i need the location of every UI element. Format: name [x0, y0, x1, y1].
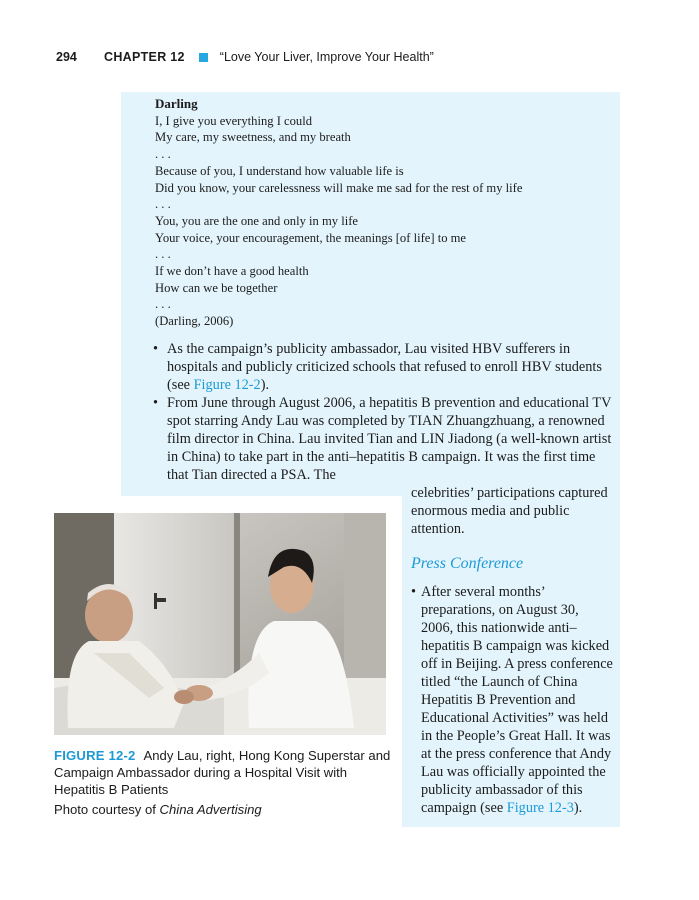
- poem-line: Did you know, your carelessness will make me sad for the rest of my life: [155, 180, 523, 195]
- bullet-text-end: ).: [260, 377, 270, 393]
- poem-line: Your voice, your encouragement, the meanings [of life] to me: [155, 230, 467, 245]
- poem-line: Because of you, I understand how valuable life is: [155, 163, 404, 178]
- bullet-text: After several months’ preparations, on August 30, 2006, this nationwide anti–hepatitis B campaign was kicked off in Beijing. A press conference titled “the Launch of China Hepatitis B Prevention and Educational Activities” was held in the People’s Great Hall. It was at the press conference that Andy Lau was officially appointed the publicity ambassador of this campaign (see: [421, 584, 613, 816]
- photo-illustration: [54, 513, 386, 735]
- chapter-title: “Love Your Liver, Improve Your Health”: [219, 50, 434, 64]
- hospital-visit-photo: [54, 513, 386, 735]
- poem-line: If we don’t have a good health: [155, 264, 309, 279]
- poem-line: . . .: [155, 247, 171, 262]
- poem-title: Darling: [155, 96, 198, 111]
- poem-line: . . .: [155, 147, 171, 162]
- bullet-continuation: celebrities’ participations captured enormous media and public attention.: [411, 485, 608, 537]
- bullet-list-top: [153, 340, 613, 484]
- list-item: [411, 583, 613, 817]
- credit-prefix: Photo courtesy of: [54, 802, 160, 817]
- poem-line: . . .: [155, 297, 171, 312]
- blue-square-icon: [199, 53, 208, 62]
- figure-label: FIGURE 12-2: [54, 748, 136, 763]
- bullet-list-press: [411, 583, 613, 817]
- figure-12-3-link[interactable]: Figure 12-3: [506, 800, 574, 816]
- poem-line: My care, my sweetness, and my breath: [155, 130, 351, 145]
- figure-12-2-link[interactable]: Figure 12-2: [193, 377, 261, 393]
- bullet-icon: •: [153, 395, 159, 411]
- poem-citation: (Darling, 2006): [155, 314, 234, 329]
- running-header: [56, 48, 434, 66]
- page-number: 294: [56, 50, 77, 64]
- poem-line: . . .: [155, 197, 171, 212]
- bullet-text: As the campaign’s publicity ambassador, Lau visited HBV sufferers in hospitals and publicly criticized schools that refused to enroll HBV students (see: [167, 341, 602, 393]
- section-heading-press-conference: Press Conference: [411, 555, 524, 572]
- poem: [155, 96, 605, 330]
- chapter-label: CHAPTER 12: [104, 50, 185, 64]
- figure-caption-text: Andy Lau, right, Hong Kong Superstar and Campaign Ambassador during a Hospital Visit with Hepatitis B Patients: [54, 748, 391, 797]
- figure-caption: [54, 747, 394, 798]
- poem-line: I, I give you everything I could: [155, 113, 313, 128]
- bullet-icon: •: [153, 341, 159, 357]
- credit-source: China Advertising: [159, 802, 262, 817]
- list-item: [153, 340, 613, 394]
- bullet-text-end: ).: [573, 800, 583, 816]
- bullet-icon: •: [411, 584, 417, 600]
- poem-line: How can we be together: [155, 280, 278, 295]
- list-item: [153, 394, 613, 484]
- bullet-text: From June through August 2006, a hepatitis B prevention and educational TV spot starring Andy Lau was completed by TIAN Zhuangzhuang, a renowned film director in China. Lau invited Tian and LIN Jiadong (a well-known artist in China) to take part in the anti–hepatitis B campaign. It was the first time that Tian directed a PSA. The: [167, 395, 612, 483]
- poem-line: You, you are the one and only in my life: [155, 213, 358, 228]
- photo-credit: [54, 802, 262, 817]
